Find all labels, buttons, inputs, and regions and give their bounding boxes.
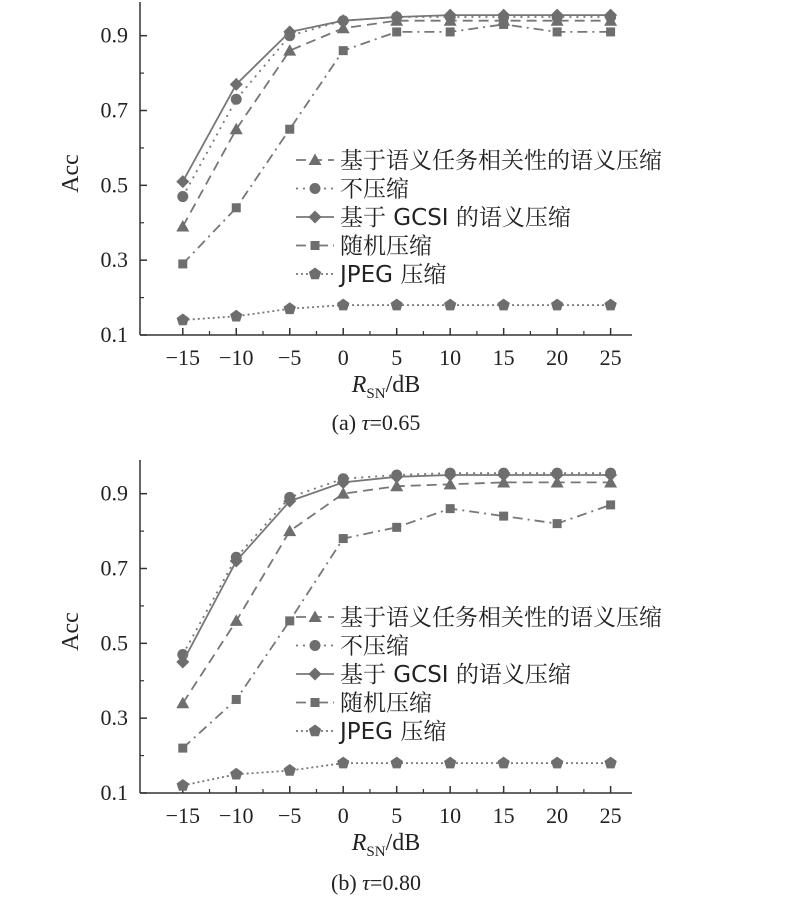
x-tick-label: −15 (165, 345, 200, 370)
data-point-diamond (176, 175, 189, 188)
series-pentagon (177, 299, 617, 326)
data-point-triangle (176, 697, 189, 709)
data-point-square (553, 519, 562, 528)
x-axis-label-unit: /dB (385, 830, 421, 856)
data-point-pentagon (337, 757, 349, 769)
data-point-pentagon (177, 779, 189, 791)
y-tick-label: 0.5 (100, 172, 128, 198)
y-axis-label: Acc (58, 154, 84, 193)
x-axis-label-unit: /dB (385, 372, 421, 398)
x-axis-label (351, 372, 421, 402)
caption-value: =0.65 (369, 410, 421, 435)
x-tick-label: −15 (165, 803, 200, 828)
data-point-pentagon (444, 299, 456, 311)
series-circle (177, 468, 616, 660)
legend-marker-pentagon (309, 725, 321, 737)
data-point-triangle (283, 44, 296, 56)
data-point-square (446, 504, 455, 513)
data-point-square (553, 27, 562, 36)
x-tick-label: 5 (391, 345, 403, 370)
x-axis-label-var: R (351, 372, 367, 398)
x-tick-label: 5 (391, 803, 403, 828)
caption-var: τ (362, 870, 371, 895)
legend-label: 不压缩 (340, 633, 409, 660)
data-point-triangle (230, 123, 243, 135)
legend-label: 基于 GCSI 的语义压缩 (340, 662, 571, 688)
x-tick-label: 25 (599, 345, 622, 370)
series-square (178, 20, 615, 268)
data-point-square (606, 27, 615, 36)
legend (296, 605, 662, 745)
legend-marker-square (311, 698, 320, 707)
data-point-pentagon (551, 299, 563, 311)
caption-label: (b) (331, 870, 363, 895)
x-tick-label: −10 (219, 803, 254, 828)
data-point-circle (177, 191, 188, 202)
data-point-pentagon (337, 299, 349, 311)
data-point-triangle (230, 614, 243, 626)
legend (296, 148, 662, 288)
legend-marker-square (311, 241, 320, 250)
caption-value: =0.80 (370, 870, 421, 895)
data-point-pentagon (177, 314, 189, 326)
y-tick-label: 0.3 (100, 705, 128, 731)
data-point-square (178, 259, 187, 268)
data-point-square (232, 695, 241, 704)
x-axis-label-var: R (351, 830, 367, 856)
data-point-triangle (176, 220, 189, 232)
y-tick-label: 0.3 (100, 247, 128, 273)
data-point-square (392, 27, 401, 36)
data-point-pentagon (604, 757, 616, 769)
data-point-square (285, 125, 294, 134)
x-tick-label: 10 (439, 345, 462, 370)
y-axis-label: Acc (58, 612, 84, 651)
x-tick-label: 0 (337, 803, 349, 828)
legend-label: 随机压缩 (340, 233, 432, 260)
data-point-pentagon (284, 764, 296, 776)
legend-marker-diamond (309, 668, 322, 681)
data-point-circle (231, 94, 242, 105)
x-tick-label: 25 (599, 803, 622, 828)
legend-marker-diamond (309, 211, 322, 224)
data-point-pentagon (497, 757, 509, 769)
data-point-square (232, 203, 241, 212)
data-point-pentagon (497, 299, 509, 311)
data-point-pentagon (391, 299, 403, 311)
x-tick-label: 0 (337, 345, 349, 370)
chart-caption (331, 870, 421, 895)
legend-label: 基于语义任务相关性的语义压缩 (340, 148, 662, 174)
legend-label: 随机压缩 (340, 690, 432, 717)
x-tick-label: 15 (492, 803, 515, 828)
legend-marker-circle (310, 640, 321, 651)
data-point-square (178, 744, 187, 753)
data-point-pentagon (230, 768, 242, 780)
legend-label: JPEG 压缩 (340, 262, 447, 288)
data-point-square (339, 534, 348, 543)
x-tick-label: 20 (546, 803, 569, 828)
data-point-pentagon (230, 310, 242, 322)
y-tick-label: 0.9 (100, 22, 128, 48)
x-axis-label-sub: SN (366, 386, 386, 402)
y-tick-label: 0.5 (100, 630, 128, 656)
chart-a (58, 2, 662, 435)
y-tick-label: 0.9 (100, 480, 128, 506)
x-tick-label: −5 (278, 803, 302, 828)
legend-marker-pentagon (309, 268, 321, 280)
data-point-square (606, 500, 615, 509)
chart-caption (332, 410, 421, 435)
data-point-square (285, 616, 294, 625)
x-tick-label: 15 (492, 345, 515, 370)
y-tick-label: 0.1 (100, 322, 128, 347)
data-point-pentagon (444, 757, 456, 769)
data-point-pentagon (391, 757, 403, 769)
data-point-square (392, 523, 401, 532)
x-tick-label: −10 (219, 345, 254, 370)
legend-label: JPEG 压缩 (340, 719, 447, 745)
legend-label: 基于 GCSI 的语义压缩 (340, 205, 571, 231)
data-point-diamond (337, 14, 350, 27)
data-point-square (339, 46, 348, 55)
x-tick-label: −5 (278, 345, 302, 370)
series-pentagon (177, 757, 617, 791)
chart-b (58, 460, 662, 895)
data-point-square (499, 512, 508, 521)
legend-label: 基于语义任务相关性的语义压缩 (340, 605, 662, 631)
caption-var: τ (361, 410, 370, 435)
x-tick-label: 20 (546, 345, 569, 370)
x-tick-label: 10 (439, 803, 462, 828)
y-tick-label: 0.1 (100, 780, 128, 805)
data-point-square (499, 20, 508, 29)
caption-label: (a) (331, 410, 362, 435)
legend-marker-circle (310, 183, 321, 194)
x-axis-label-sub: SN (366, 844, 386, 860)
y-tick-label: 0.7 (100, 555, 128, 581)
data-point-triangle (283, 525, 296, 537)
x-axis-label (351, 830, 421, 860)
data-point-pentagon (284, 302, 296, 314)
legend-label: 不压缩 (340, 176, 409, 203)
data-point-pentagon (604, 299, 616, 311)
data-point-pentagon (551, 757, 563, 769)
y-tick-label: 0.7 (100, 97, 128, 123)
data-point-square (446, 27, 455, 36)
